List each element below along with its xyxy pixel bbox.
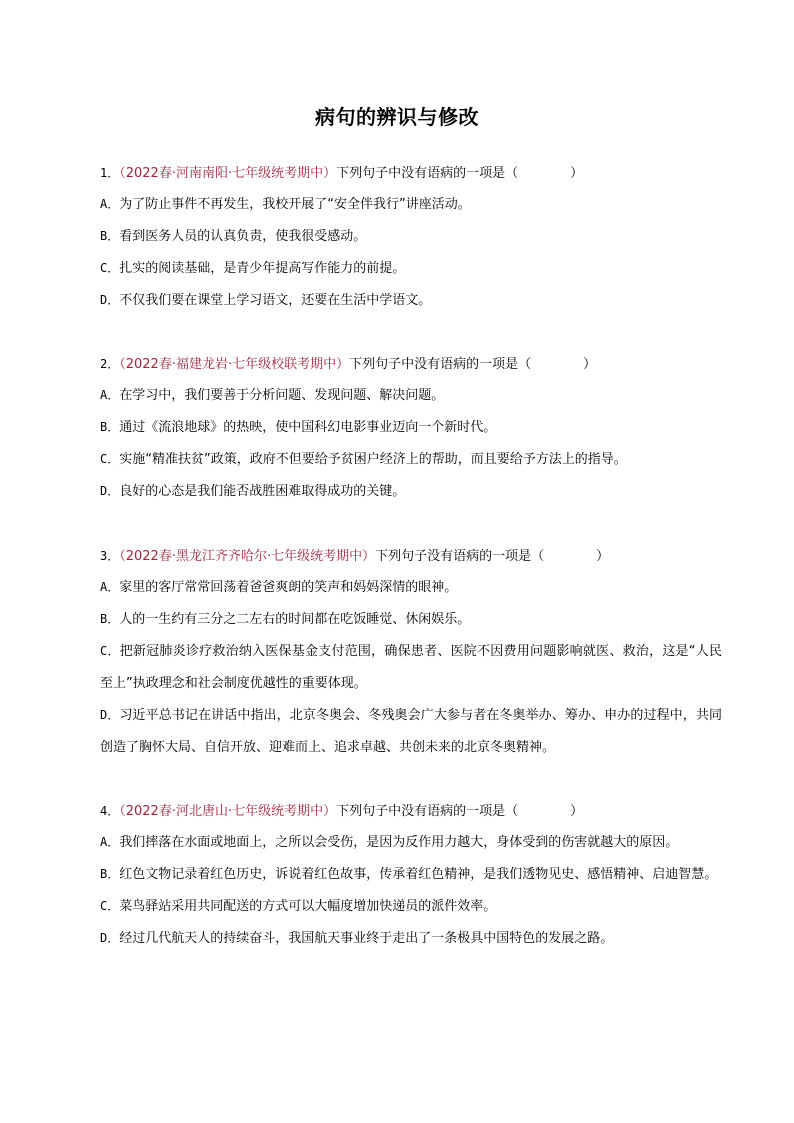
question-number: 3． — [100, 549, 120, 563]
question-stem — [100, 801, 722, 821]
option-letter: D． — [100, 484, 120, 498]
option-letter: A． — [100, 580, 120, 594]
question-4 — [100, 801, 722, 960]
option-text: 通过《流浪地球》的热映，使中国科幻电影事业迈向一个新时代。 — [119, 420, 497, 435]
option-letter: C． — [100, 452, 120, 466]
option-text: 红色文物记录着红色历史，诉说着红色故事，传承着红色精神，是我们透物见史、感悟精神、启迪智慧。 — [119, 867, 718, 882]
option-d — [100, 290, 722, 311]
option-text: 人的一生约有三分之二左右的时间都在吃饭睡觉、休闲娱乐。 — [119, 612, 471, 627]
option-d — [100, 928, 722, 949]
question-text: 下列句子中没有语病的一项是（ — [336, 166, 519, 181]
option-text: 经过几代航天人的持续奋斗，我国航天事业终于走出了一条极具中国特色的发展之路。 — [119, 931, 614, 946]
question-number: 2． — [100, 357, 120, 371]
option-c — [100, 258, 722, 279]
document-title: 病句的辨识与修改 — [315, 105, 479, 129]
question-text: 下列句子中没有语病的一项是（ — [349, 357, 532, 372]
question-number: 1． — [100, 166, 120, 180]
option-text: 为了防止事件不再发生，我校开展了“安全伴我行”讲座活动。 — [119, 197, 471, 212]
option-text: 实施“精准扶贫”政策，政府不但要给予贫困户经济上的帮助，而且要给予方法上的指导。 — [119, 452, 627, 467]
option-a — [100, 577, 722, 598]
option-letter: B． — [100, 229, 120, 243]
option-letter: C． — [100, 644, 120, 658]
question-source: （2022春·福建龙岩·七年级校联考期中） — [119, 357, 350, 372]
question-source: （2022春·河北唐山·七年级统考期中） — [119, 804, 337, 819]
option-text: 我们摔落在水面或地面上，之所以会受伤，是因为反作用力越大，身体受到的伤害就越大的原因。 — [119, 835, 679, 850]
question-text: 下列句子没有语病的一项是（ — [375, 549, 545, 564]
question-3 — [100, 546, 722, 769]
option-letter: A． — [100, 197, 120, 211]
option-letter: D． — [100, 708, 120, 722]
option-text: 家里的客厅常常回荡着爸爸爽朗的笑声和妈妈深情的眼神。 — [119, 580, 458, 595]
option-text: 扎实的阅读基础，是青少年提高写作能力的前提。 — [119, 261, 406, 276]
question-2 — [100, 354, 722, 513]
question-source: （2022春·黑龙江齐齐哈尔·七年级统考期中） — [119, 549, 376, 564]
option-a — [100, 832, 722, 853]
question-stem — [100, 546, 722, 566]
option-text: 菜鸟驿站采用共同配送的方式可以大幅度增加快递员的派件效率。 — [119, 899, 497, 914]
option-letter: A． — [100, 388, 120, 402]
option-letter: C． — [100, 261, 120, 275]
option-b — [100, 609, 722, 630]
option-text: 看到医务人员的认真负责，使我很受感动。 — [119, 229, 367, 244]
question-close: ） — [570, 804, 584, 819]
option-letter: A． — [100, 835, 120, 849]
option-b — [100, 417, 722, 438]
option-letter: D． — [100, 293, 120, 307]
question-stem — [100, 163, 722, 183]
option-letter: B． — [100, 612, 120, 626]
option-letter: B． — [100, 867, 120, 881]
option-text: 把新冠肺炎诊疗救治纳入医保基金支付范围，确保患者、医院不因费用问题影响就医、救治，这是“人民至上”执政理念和社会制度优越性的重要体现。 — [100, 644, 722, 691]
question-text: 下列句子中没有语病的一项是（ — [336, 804, 519, 819]
option-letter: B． — [100, 420, 120, 434]
option-a — [100, 194, 722, 215]
question-close: ） — [583, 357, 597, 372]
option-letter: C． — [100, 899, 120, 913]
question-1 — [100, 163, 722, 322]
option-c — [100, 896, 722, 917]
option-text: 良好的心态是我们能否战胜困难取得成功的关键。 — [119, 484, 406, 499]
option-d — [100, 699, 722, 764]
question-source: （2022春·河南南阳·七年级统考期中） — [119, 166, 337, 181]
option-c — [100, 449, 722, 470]
option-a — [100, 385, 722, 406]
option-d — [100, 481, 722, 502]
question-close: ） — [596, 549, 610, 564]
question-number: 4． — [100, 804, 120, 818]
option-b — [100, 858, 722, 891]
question-stem — [100, 354, 722, 374]
question-close: ） — [570, 166, 584, 181]
option-text: 习近平总书记在讲话中指出，北京冬奥会、冬残奥会广大参与者在冬奥举办、筹办、申办的过程中，共同创造了胸怀大局、自信开放、迎难而上、追求卓越、共创未来的北京冬奥精神。 — [100, 708, 722, 755]
option-b — [100, 226, 722, 247]
option-text: 不仅我们要在课堂上学习语文，还要在生活中学语文。 — [119, 293, 432, 308]
option-letter: D． — [100, 931, 120, 945]
option-text: 在学习中，我们要善于分析问题、发现问题、解决问题。 — [119, 388, 445, 403]
option-c — [100, 635, 722, 700]
